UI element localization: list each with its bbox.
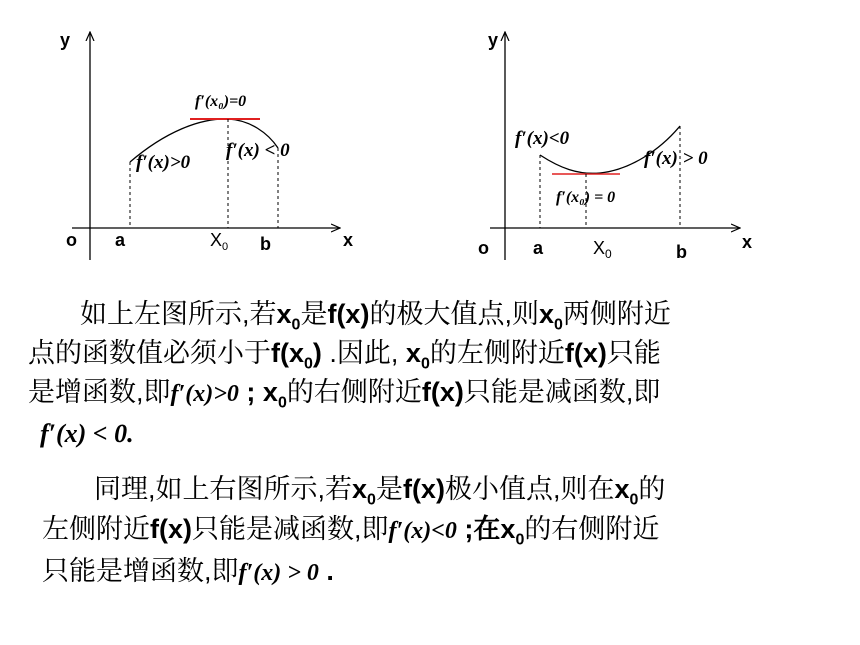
p1-x0: x (538, 299, 554, 329)
p1-text: 的极大值点,则 (369, 299, 539, 329)
left-x0-label: $X_0$ (210, 230, 229, 253)
p1-text: 是增函数,即 (28, 377, 171, 407)
p2-text: 极小值点,则在 (444, 474, 615, 504)
p2-x0: x (614, 474, 630, 504)
p1-text: 是 (300, 299, 328, 329)
p2-text: 左侧附近 (42, 514, 150, 544)
p1-text: 的右侧附近 (286, 377, 422, 407)
p1-x0: x (405, 338, 421, 368)
p1-math: f′(x) < 0. (40, 419, 134, 448)
right-deriv-neg: f′(x)<0 (515, 128, 570, 149)
p1-text: 两侧附近 (562, 299, 671, 329)
p2-text: 只能是增函数,即 (42, 556, 239, 586)
p2-fx: f(x) (150, 514, 192, 544)
left-y-label: y (60, 30, 71, 50)
left-deriv-zero: f′(x₀)=0 (195, 93, 247, 110)
p2-text: 的右侧附近 (524, 514, 660, 544)
left-x-label: x (343, 230, 354, 250)
p2-text: 只能是减函数,即 (192, 514, 389, 544)
p2-fx: f(x) (402, 474, 445, 504)
right-deriv-pos: f′(x) > 0 (644, 148, 708, 169)
left-b-label: b (260, 234, 271, 254)
p1-fx0: f(x (271, 338, 304, 368)
p1-x0: x (262, 377, 278, 407)
p1-math: f′(x)>0 (170, 381, 239, 407)
right-x0-label: $X_0$ (593, 238, 612, 261)
right-deriv-zero: f′(x₀) = 0 (556, 189, 616, 206)
p2-x0: x (500, 514, 516, 544)
p1-x0: x (276, 299, 292, 329)
graphs (0, 0, 860, 290)
paragraph1-line3: 是增函数,即f′(x)>0 ; $x_0$的右侧附近f(x)只能是减函数,即 (28, 377, 661, 412)
p2-text: 的 (638, 474, 666, 504)
paragraph1-line2: 点的函数值必须小于$f(x_0)$ .因此, $x_0$的左侧附近f(x)只能 (28, 338, 661, 373)
p1-sep: ; (238, 377, 263, 407)
right-x-label: x (742, 232, 753, 252)
right-a-label: a (533, 238, 544, 258)
p1-fx: f(x) (421, 377, 464, 407)
p2-text: 是 (375, 474, 403, 504)
right-origin-label: o (478, 238, 489, 258)
left-a-label: a (115, 230, 126, 250)
p1-text: .因此, (321, 338, 406, 368)
right-b-label: b (676, 242, 687, 262)
p2-math: f′(x)<0 (388, 518, 457, 544)
left-graph (60, 30, 353, 260)
p1-text: 的左侧附近 (429, 338, 565, 368)
p2-math: f′(x) > 0 (238, 560, 319, 586)
p2-text: ;在 (456, 514, 501, 544)
p2-text: 同理,如上右图所示,若 (94, 474, 353, 504)
right-y-label: y (488, 30, 499, 50)
p1-fx: f(x) (564, 338, 607, 368)
left-origin-label: o (66, 230, 77, 250)
right-graph (478, 30, 752, 262)
p1-fx0: ) (312, 338, 322, 368)
p2-x0: x (352, 474, 368, 504)
p1-text: 如上左图所示,若 (80, 299, 277, 329)
paragraph1-line1: 如上左图所示,若$x_0$是f(x)的极大值点,则$x_0$两侧附近 (80, 299, 671, 334)
left-deriv-pos: f′(x)>0 (136, 152, 191, 173)
paragraph2-line3 (42, 552, 334, 592)
p2-text: . (318, 556, 334, 586)
p1-text: 只能是减函数,即 (463, 377, 661, 407)
left-deriv-neg: f′(x) < 0 (226, 140, 290, 161)
paragraph1-line4 (40, 414, 134, 453)
p1-fx: f(x) (327, 299, 370, 329)
p1-text: 点的函数值必须小于 (28, 338, 271, 368)
paragraph2-line1: 同理,如上右图所示,若$x_0$是f(x)极小值点,则在$x_0$的 (94, 474, 666, 509)
paragraph2-line2: 左侧附近f(x)只能是减函数,即f′(x)<0 ;在$x_0$的右侧附近 (42, 514, 660, 549)
p1-text: 只能 (606, 338, 661, 368)
